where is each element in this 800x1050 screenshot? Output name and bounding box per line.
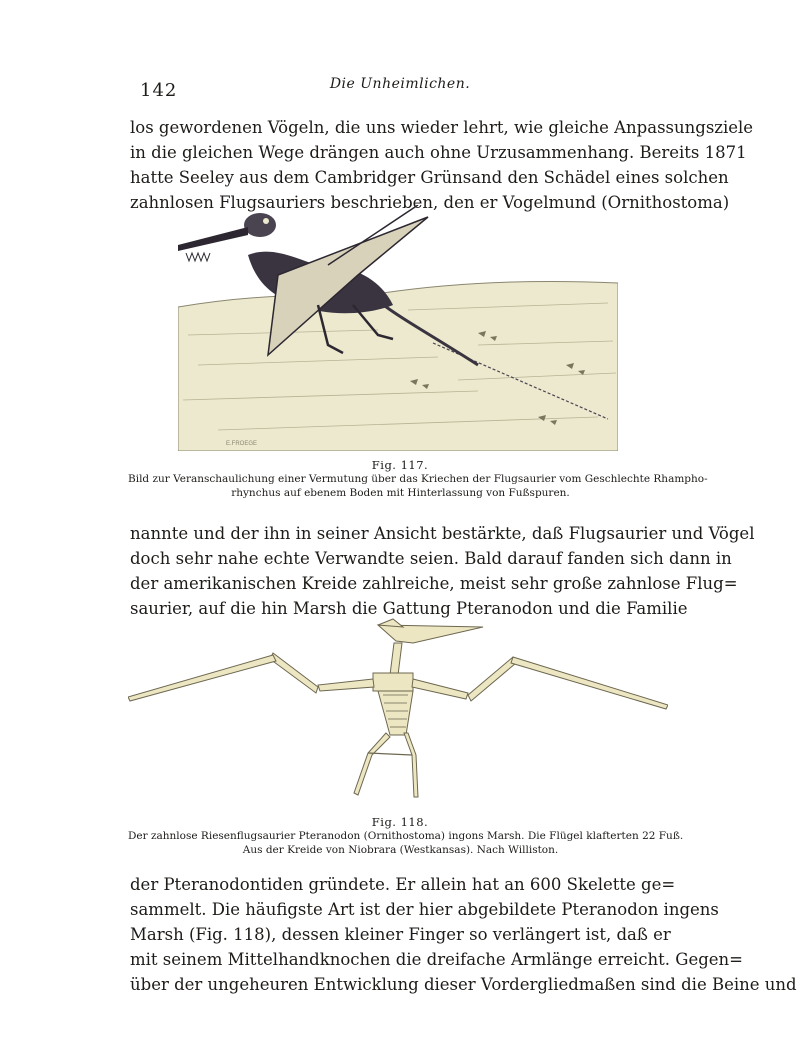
text-line: der amerikanischen Kreide zahlreiche, meist sehr große zahnlose Flug=: [130, 574, 738, 593]
right-leg: [404, 733, 418, 797]
text-line: saurier, auf die hin Marsh die Gattung Pteranodon und die Familie: [130, 599, 688, 618]
figure-117-label: Fig. 117.: [371, 458, 429, 472]
text-line: nannte und der ihn in seiner Ansicht bestärkte, daß Flugsaurier und Vögel: [130, 524, 755, 543]
figure-118-caption: [128, 829, 684, 857]
right-wing-finger: [511, 657, 668, 709]
text-line: zahnlosen Flugsauriers beschrieben, den er Vogelmund (Ornithostoma): [130, 193, 730, 212]
text-line: über der ungeheuren Entwicklung dieser Vordergliedmaßen sind die Beine und: [130, 975, 797, 994]
left-wing-finger: [128, 655, 276, 701]
running-head: Die Unheimlichen.: [329, 76, 471, 92]
figure-117-caption: [128, 472, 708, 500]
text-line: mit seinem Mittelhandknochen die dreifache Armlänge erreicht. Gegen=: [130, 950, 743, 969]
text-line: der Pteranodontiden gründete. Er allein hat an 600 Skelette ge=: [130, 875, 676, 894]
figure-118-skeleton: [128, 615, 668, 815]
page-number: 142: [140, 80, 178, 101]
text-line: Marsh (Fig. 118), dessen kleiner Finger so verlängert ist, daß er: [130, 925, 671, 944]
beak: [178, 227, 248, 251]
skull: [378, 625, 483, 643]
text-line: hatte Seeley aus dem Cambridger Grünsand den Schädel eines solchen: [130, 168, 729, 187]
caption-line: Aus der Kreide von Niobrara (Westkansas). Nach Williston.: [242, 844, 559, 856]
text-line: doch sehr nahe echte Verwandte seien. Bald darauf fanden sich dann in: [130, 549, 732, 568]
paragraph-1: [130, 115, 754, 215]
text-line: sammelt. Die häufigste Art ist der hier abgebildete Pteranodon ingens: [130, 900, 719, 919]
figure-117-illustration: [178, 205, 618, 451]
neck: [390, 643, 402, 675]
left-humerus: [318, 679, 374, 691]
text-line: los gewordenen Vögeln, die uns wieder lehrt, wie gleiche Anpassungsziele: [130, 118, 754, 137]
left-leg: [354, 733, 390, 795]
paragraph-2: [130, 521, 755, 621]
left-forearm: [270, 653, 318, 693]
torso: [373, 673, 413, 691]
caption-line: Bild zur Veranschaulichung einer Vermutung über das Kriechen der Flugsaurier vom Geschlechte Rhampho-: [128, 473, 708, 485]
text-line: in die gleichen Wege drängen auch ohne Urzusammenhang. Bereits 1871: [130, 143, 747, 162]
caption-line: rhynchus auf ebenem Boden mit Hinterlassung von Fußspuren.: [231, 487, 570, 499]
head: [244, 213, 276, 237]
ground-slab: [178, 282, 618, 451]
right-humerus: [412, 679, 468, 699]
eye: [263, 218, 269, 224]
svg-text:E.FROEGE: E.FROEGE: [226, 441, 258, 447]
caption-line: Der zahnlose Riesenflugsaurier Pteranodon (Ornithostoma) ingons Marsh. Die Flügel klafterten 22 Fuß.: [128, 830, 684, 842]
right-forearm: [468, 657, 516, 701]
paragraph-3: [130, 872, 797, 997]
figure-118-label: Fig. 118.: [371, 815, 429, 829]
